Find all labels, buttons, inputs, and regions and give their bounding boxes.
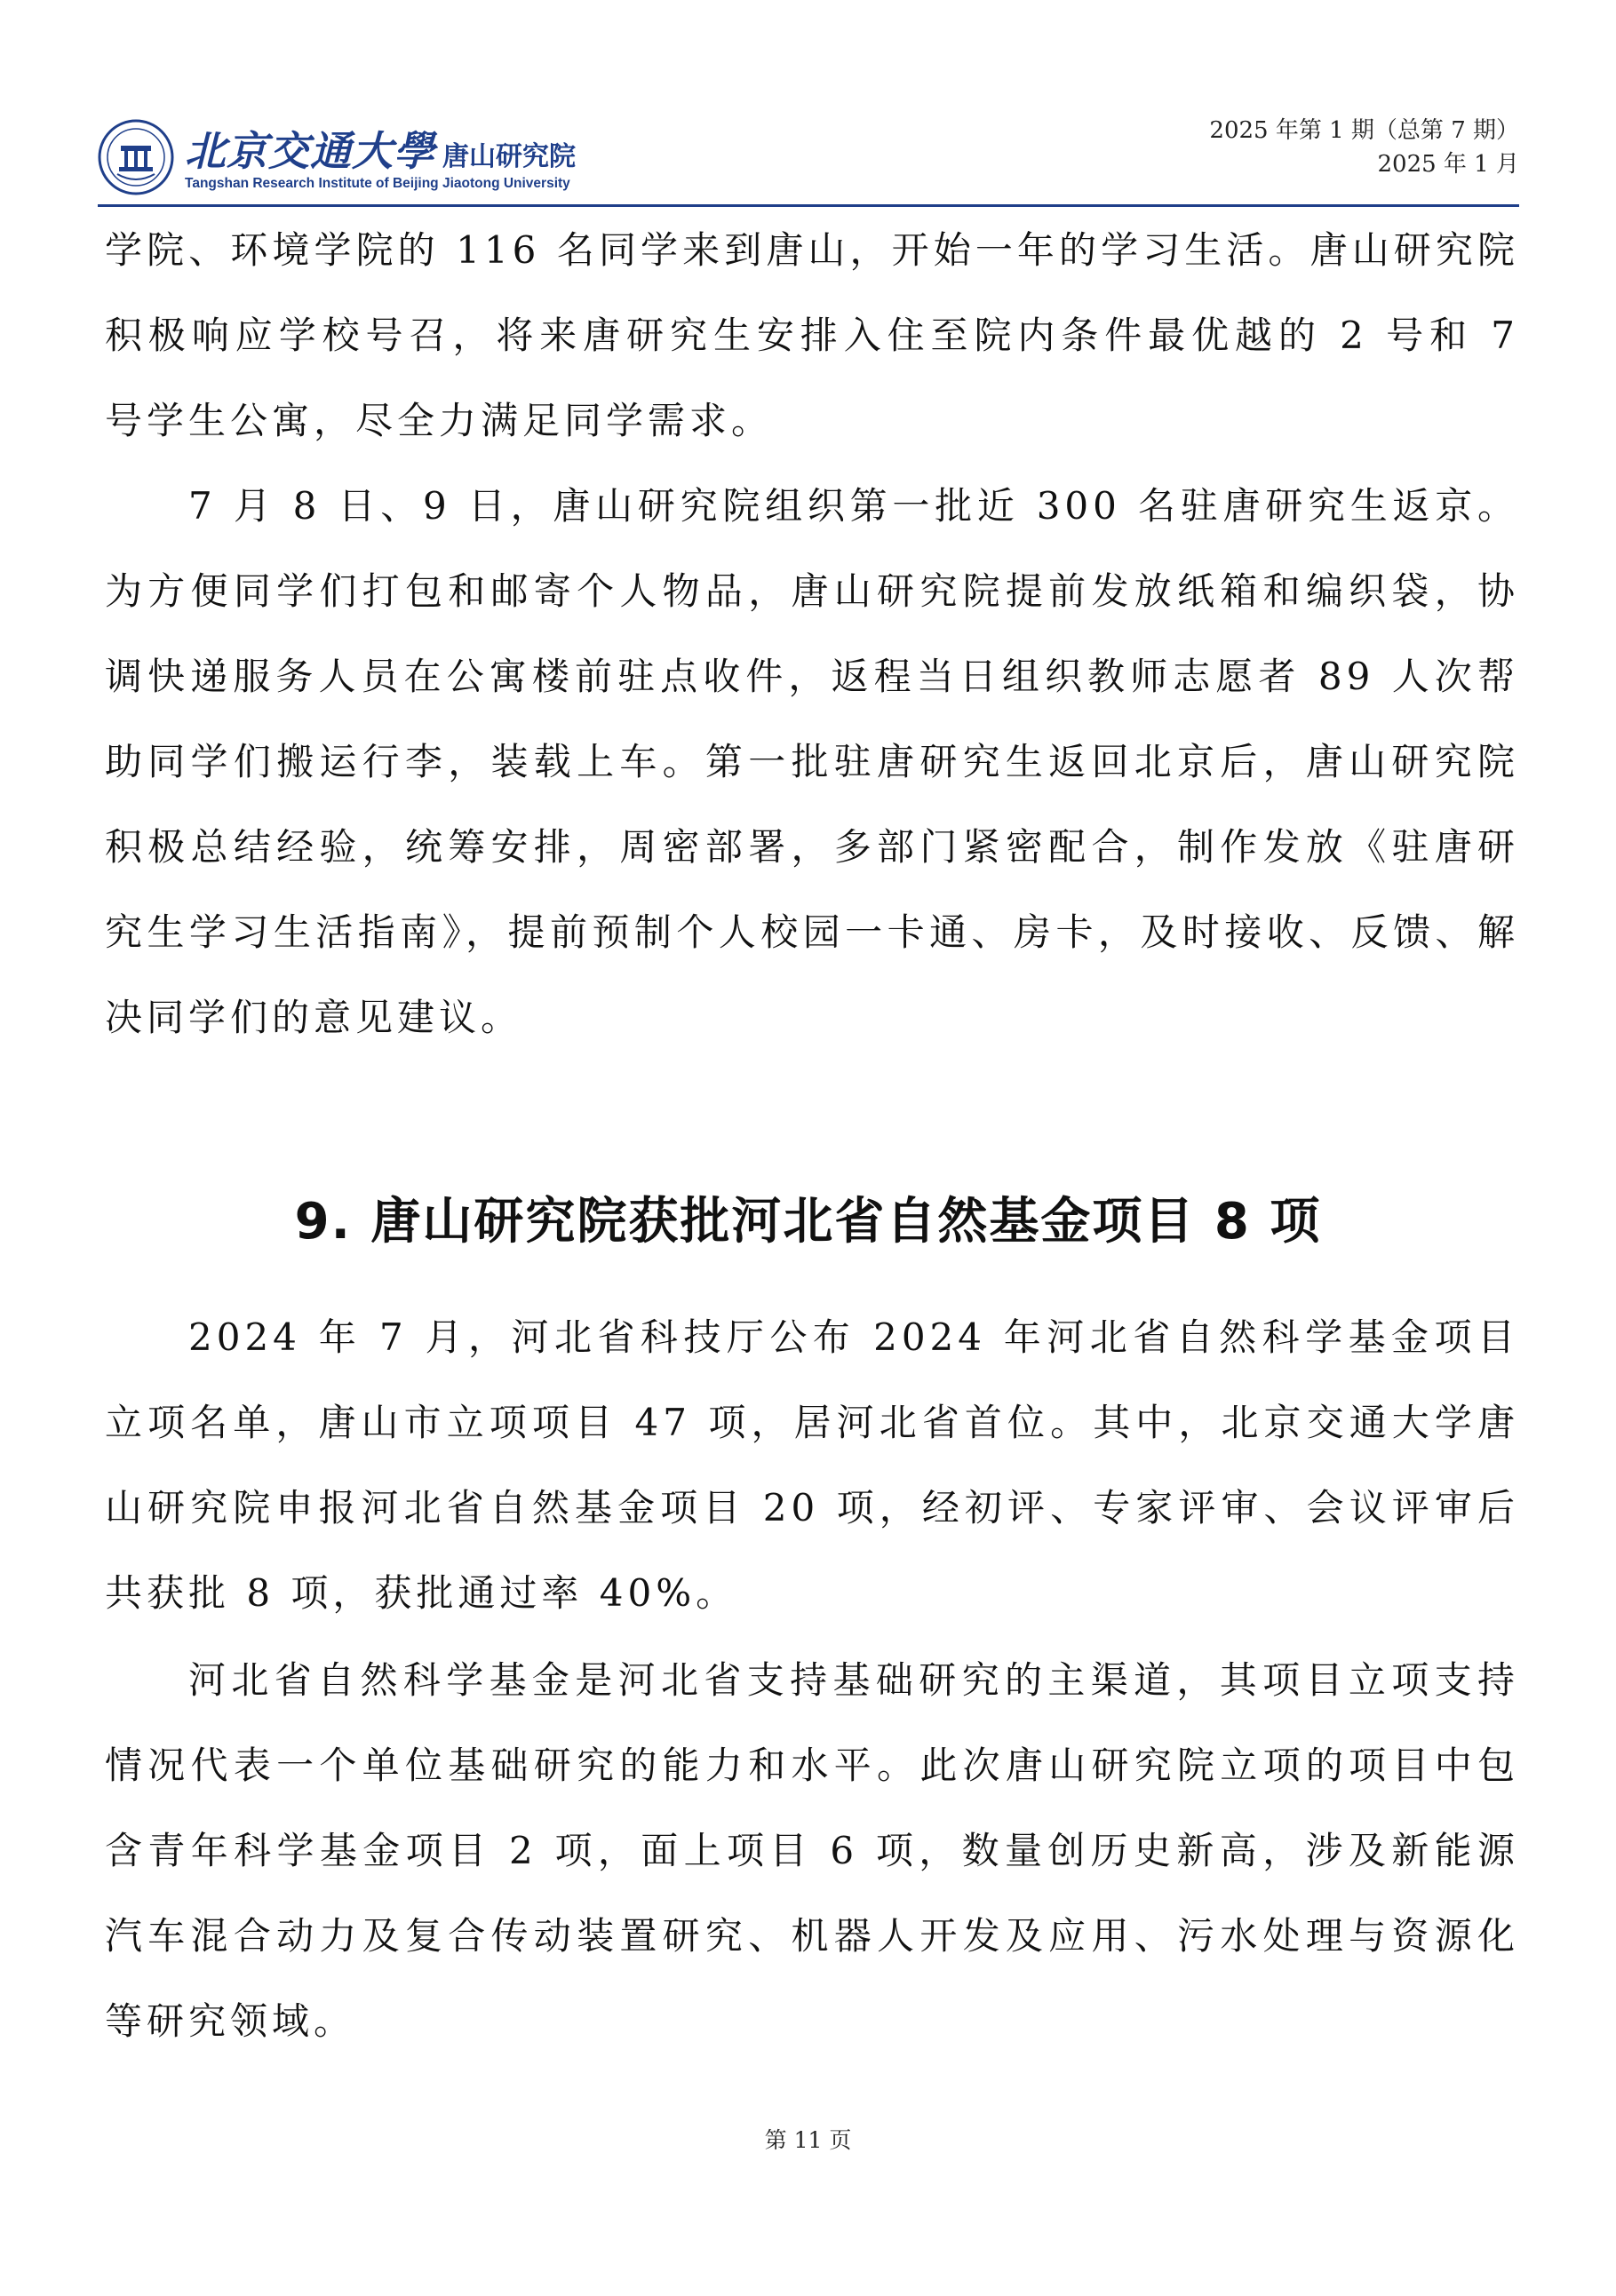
- logo-english-name: Tangshan Research Institute of Beijing Jiaotong University: [185, 176, 570, 191]
- page-header: [98, 114, 1519, 204]
- body-paragraph-2: 7 月 8 日、9 日，唐山研究院组织第一批近 300 名驻唐研究生返京。为方便同学们打包和邮寄个人物品，唐山研究院提前发放纸箱和编织袋，协调快递服务人员在公寓楼前驻点收件，返程当日组织教师志愿者 89 人次帮助同学们搬运行李，装载上车。第一批驻唐研究生返回北京后，唐山研究院积极总结经验，统筹安排，周密部署，多部门紧密配合，制作发放《驻唐研究生学习生活指南》，提前预制个人校园一卡通、房卡，及时接收、反馈、解决同学们的意见建议。: [105, 484, 1519, 1039]
- issue-date: 2025 年 1 月: [1377, 151, 1519, 178]
- section-title: 9. 唐山研究院获批河北省自然基金项目 8 项: [294, 1193, 1322, 1251]
- page-number: 第 11 页: [764, 2127, 852, 2153]
- university-seal-icon: [98, 119, 174, 195]
- logo-wordmark: [185, 119, 576, 178]
- logo-calligraphy-text: 北京交通大學: [185, 127, 435, 175]
- body-paragraph-1: 学院、环境学院的 116 名同学来到唐山，开始一年的学习生活。唐山研究院积极响应学校号召，将来唐研究生安排入住至院内条件最优越的 2 号和 7 号学生公寓，尽全力满足同学需求。: [105, 228, 1519, 442]
- body-paragraph-4: 河北省自然科学基金是河北省支持基础研究的主渠道，其项目立项支持情况代表一个单位基础研究的能力和水平。此次唐山研究院立项的项目中包含青年科学基金项目 2 项，面上项目 6 项，数量创历史新高，涉及新能源汽车混合动力及复合传动装置研究、机器人开发及应用、污水处理与资源化等研究领域。: [105, 1658, 1519, 2043]
- body-paragraph-3: 2024 年 7 月，河北省科技厅公布 2024 年河北省自然科学基金项目立项名单，唐山市立项项目 47 项，居河北省首位。其中，北京交通大学唐山研究院申报河北省自然基金项目 20 项，经初评、专家评审、会议评审后共获批 8 项，获批通过率 40%。: [105, 1315, 1519, 1615]
- issue-number: 2025 年第 1 期（总第 7 期）: [1209, 117, 1519, 144]
- logo-institute-text: 唐山研究院: [442, 141, 576, 172]
- issue-info: [1209, 114, 1519, 181]
- header-divider: [98, 204, 1519, 207]
